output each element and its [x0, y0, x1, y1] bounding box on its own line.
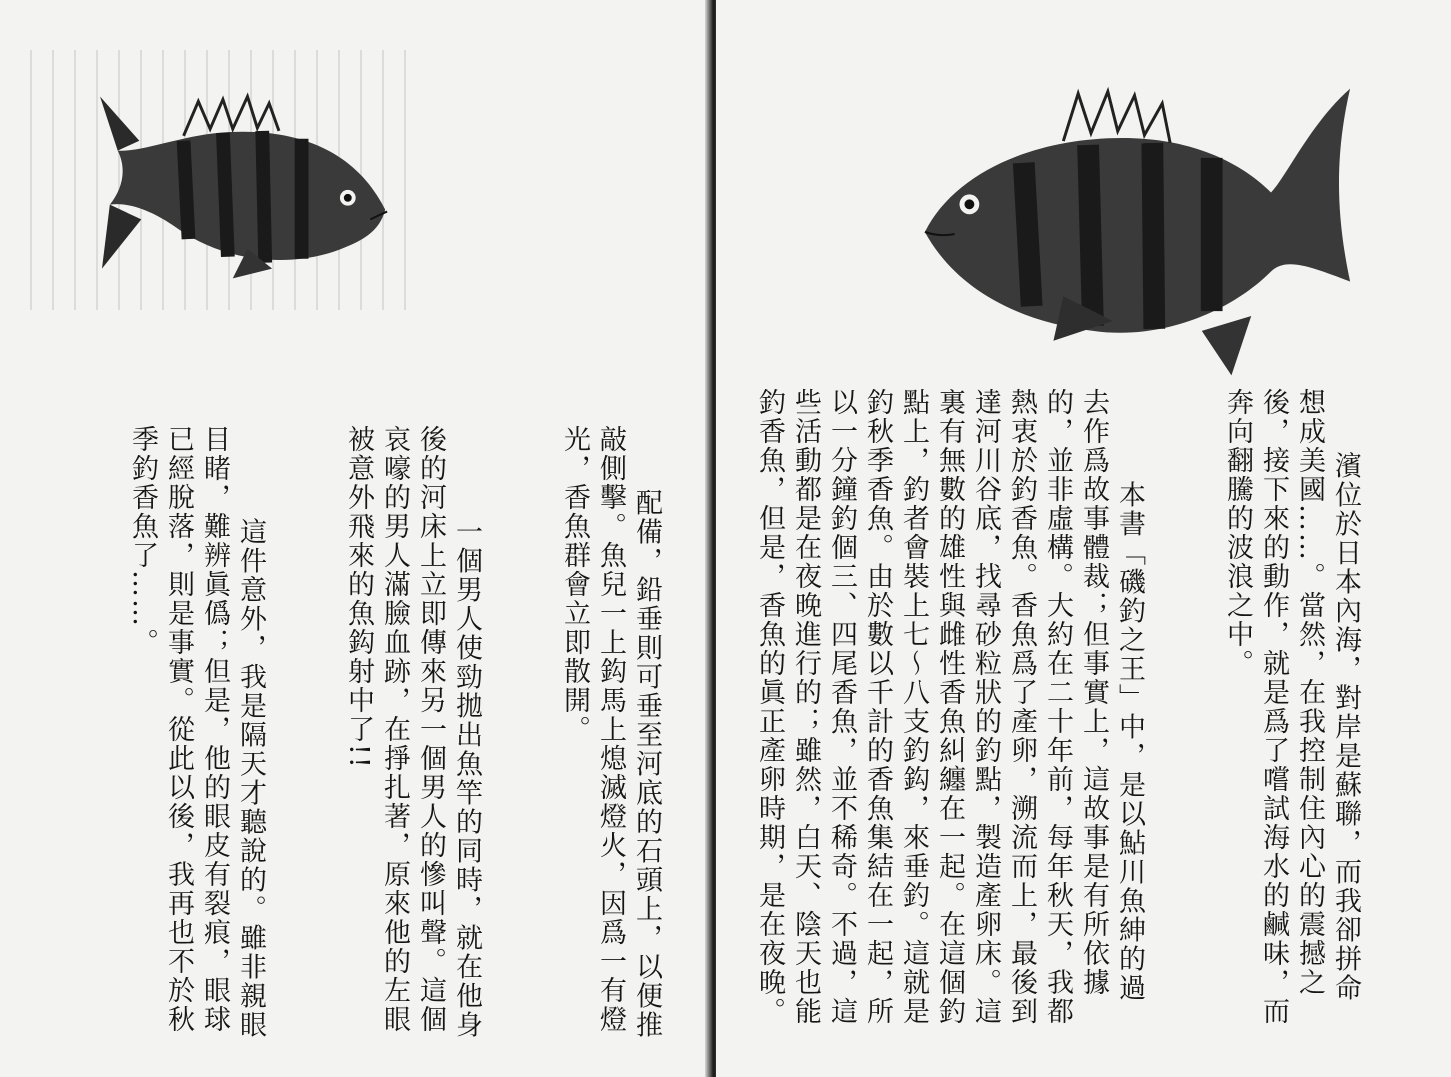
paragraph: 這件意外，我是隔天才聽說的。雖非親眼目睹，難辨眞僞；但是，他的眼皮有裂痕，眼球已經脫落，則是事實。從此以後，我再也不於秋季釣香魚了……。 — [127, 425, 266, 1040]
right-page-text — [716, 388, 1399, 1028]
right-page — [716, 0, 1451, 1077]
left-page — [0, 0, 712, 1077]
striped-fish-illustration-right — [915, 82, 1360, 382]
left-page-text — [88, 425, 700, 1045]
paragraph: 一個男人使勁拋出魚竿的同時，就在他身後的河床上立即傳來另一個男人的慘叫聲。這個哀嚎的男人滿臉血跡，在掙扎著，原來他的左眼被意外飛來的魚鈎射中了!! — [343, 425, 482, 1040]
striped-fish-illustration-left — [100, 80, 395, 290]
paragraph: 濱位於日本內海，對岸是蘇聯，而我卻拼命想成美國……。當然，在我控制住內心的震撼之後，接下來的動作，就是爲了嚐試海水的鹹味，而奔向翻騰的波浪之中。 — [1222, 388, 1361, 1026]
paragraph: 配備，鉛垂則可垂至河底的石頭上，以便推敲側擊。魚兒一上鈎馬上熄滅燈火，因爲一有燈光，香魚群會立即散開。 — [559, 425, 662, 1040]
paragraph: 本書「磯釣之王」中，是以鮎川魚紳的過去作爲故事體裁；但事實上，這故事是有所依據的，並非虛構。大約在二十年前，每年秋天，我都熱衷於釣香魚。香魚爲了產卵，溯流而上，最後到達河川谷底，找尋砂粒狀的釣點，製造產卵床。這裏有無數的雄性與雌性香魚糾纏在一起。在這個釣點上，釣者會裝上七～八支釣鈎，來垂釣。這就是釣秋季香魚。由於數以千計的香魚集結在一起，所以一分鐘釣個三、四尾香魚，並不稀奇。不過，這些活動都是在夜晚進行的；雖然，白天、陰天也能釣香魚，但是，香魚的眞正產卵時期，是在夜晚。 — [754, 388, 1145, 1026]
